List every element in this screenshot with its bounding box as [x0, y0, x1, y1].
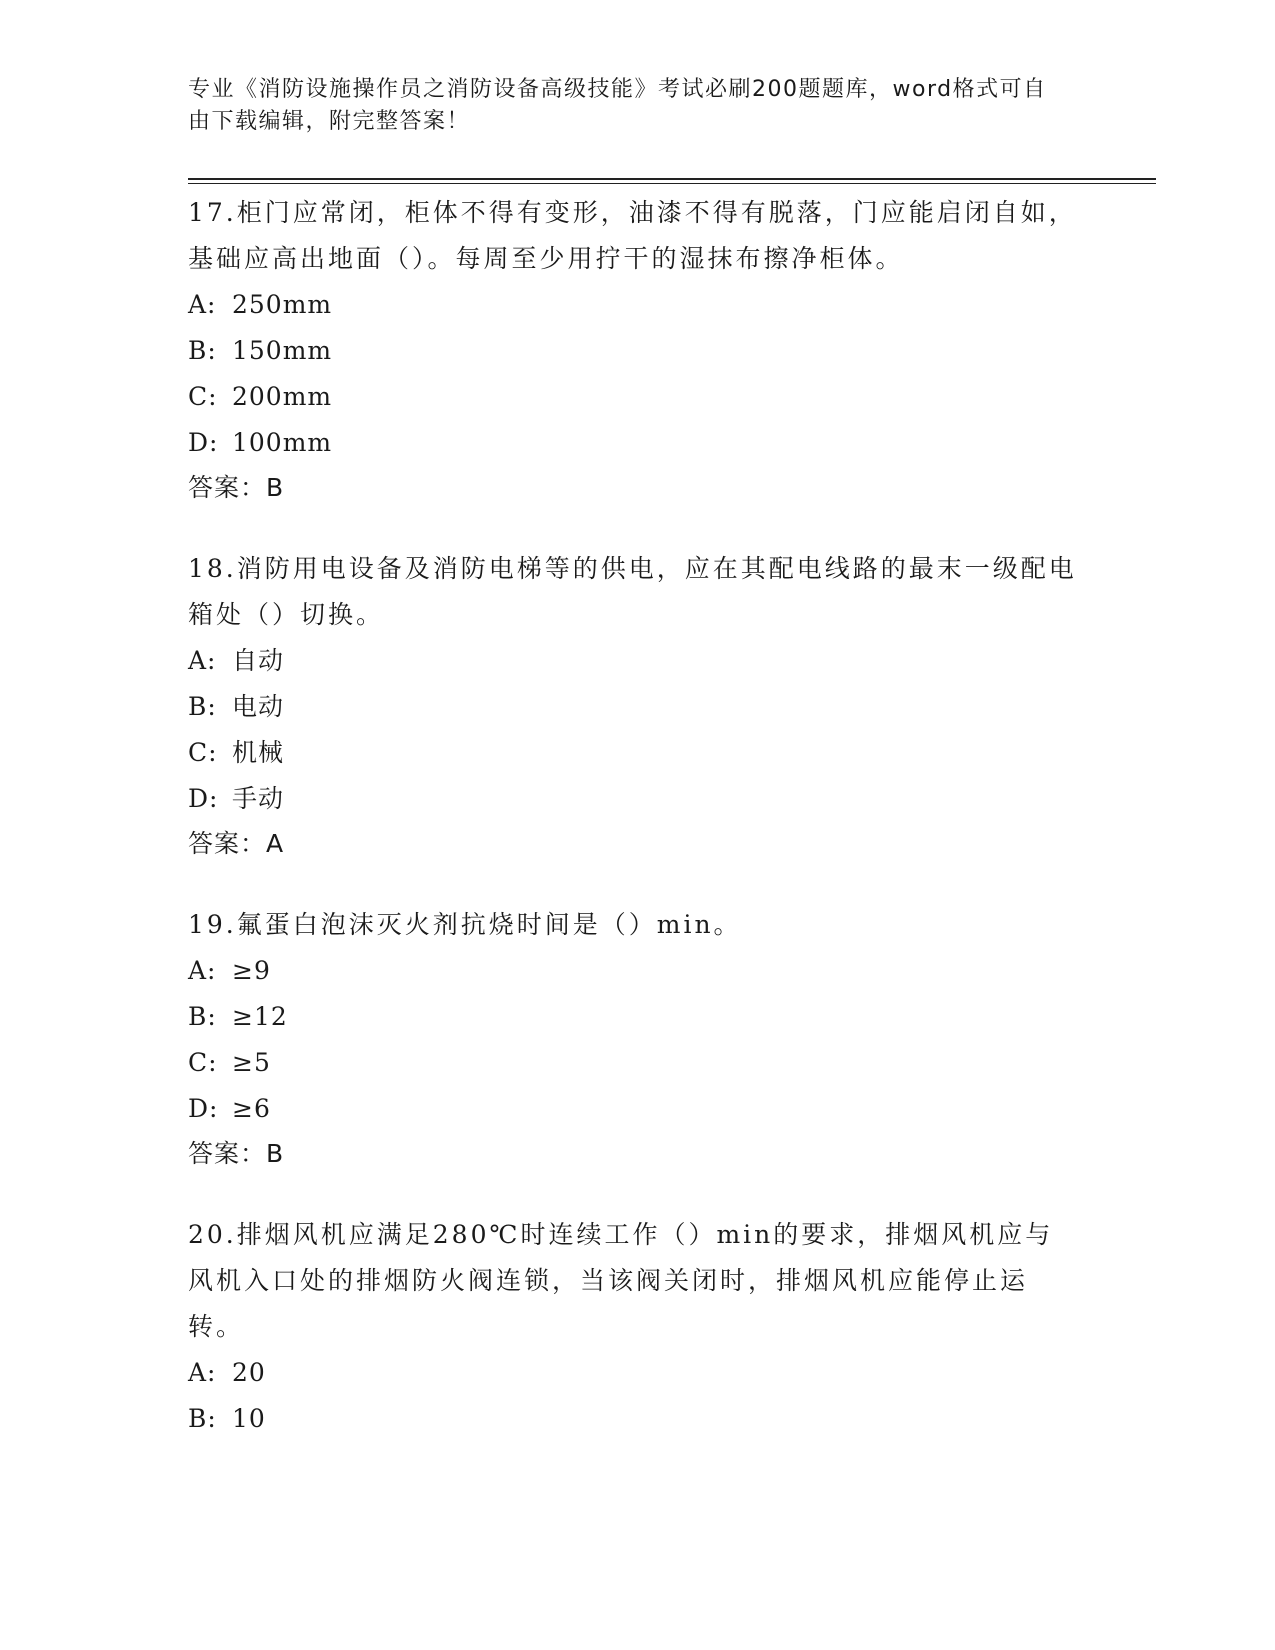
answer-line: 答案：A	[188, 829, 285, 858]
question-list	[188, 190, 1088, 1478]
option-text: 200mm	[232, 382, 333, 411]
option-label: B:	[188, 1404, 217, 1433]
option-text: ≥12	[232, 1002, 288, 1031]
option-text: 手动	[232, 784, 285, 813]
question-19	[188, 902, 1088, 1176]
option-text: 自动	[232, 646, 285, 675]
option-text: ≥5	[232, 1048, 271, 1077]
option-label: B:	[188, 336, 217, 365]
question-text: 19.氟蛋白泡沫灭火剂抗烧时间是（）min。	[188, 910, 742, 939]
option-text: 20	[232, 1358, 266, 1387]
option-a	[188, 282, 1088, 328]
option-text: 电动	[232, 692, 285, 721]
option-label: B:	[188, 692, 217, 721]
option-label: C:	[188, 738, 218, 767]
question-20	[188, 1212, 1088, 1442]
option-text: 100mm	[232, 428, 333, 457]
question-text: 17.柜门应常闭，柜体不得有变形，油漆不得有脱落，门应能启闭自如，基础应高出地面（）。每周至少用拧干的湿抹布擦净柜体。	[188, 198, 1077, 273]
question-17	[188, 190, 1088, 510]
option-text: 机械	[232, 738, 285, 767]
option-label: A:	[188, 290, 217, 319]
option-b	[188, 328, 1088, 374]
option-label: D:	[188, 428, 219, 457]
document-header: 专业《消防设施操作员之消防设备高级技能》考试必刷200题题库，word格式可自由下载编辑，附完整答案！	[188, 77, 1047, 134]
option-c	[188, 1040, 1088, 1086]
option-label: A:	[188, 1358, 217, 1387]
option-a	[188, 1350, 1088, 1396]
option-label: D:	[188, 1094, 219, 1123]
option-c	[188, 374, 1088, 420]
option-a	[188, 948, 1088, 994]
question-18	[188, 546, 1088, 866]
option-b	[188, 684, 1088, 730]
header-divider	[188, 178, 1156, 180]
option-b	[188, 994, 1088, 1040]
header-divider-thin	[188, 183, 1156, 184]
option-d	[188, 420, 1088, 466]
answer-line: 答案：B	[188, 1139, 285, 1168]
question-text: 18.消防用电设备及消防电梯等的供电，应在其配电线路的最末一级配电箱处（）切换。	[188, 554, 1077, 629]
option-text: ≥6	[232, 1094, 271, 1123]
option-b	[188, 1396, 1088, 1442]
option-text: 150mm	[232, 336, 333, 365]
option-label: A:	[188, 956, 217, 985]
answer-line: 答案：B	[188, 473, 285, 502]
option-label: D:	[188, 784, 219, 813]
option-d	[188, 1086, 1088, 1132]
option-a	[188, 638, 1088, 684]
option-label: B:	[188, 1002, 217, 1031]
option-label: C:	[188, 382, 218, 411]
option-d	[188, 776, 1088, 822]
question-text: 20.排烟风机应满足280℃时连续工作（）min的要求，排烟风机应与风机入口处的排烟防火阀连锁，当该阀关闭时，排烟风机应能停止运转。	[188, 1220, 1054, 1341]
option-text: 250mm	[232, 290, 333, 319]
option-text: 10	[232, 1404, 266, 1433]
option-label: A:	[188, 646, 217, 675]
option-label: C:	[188, 1048, 218, 1077]
option-c	[188, 730, 1088, 776]
option-text: ≥9	[232, 956, 271, 985]
